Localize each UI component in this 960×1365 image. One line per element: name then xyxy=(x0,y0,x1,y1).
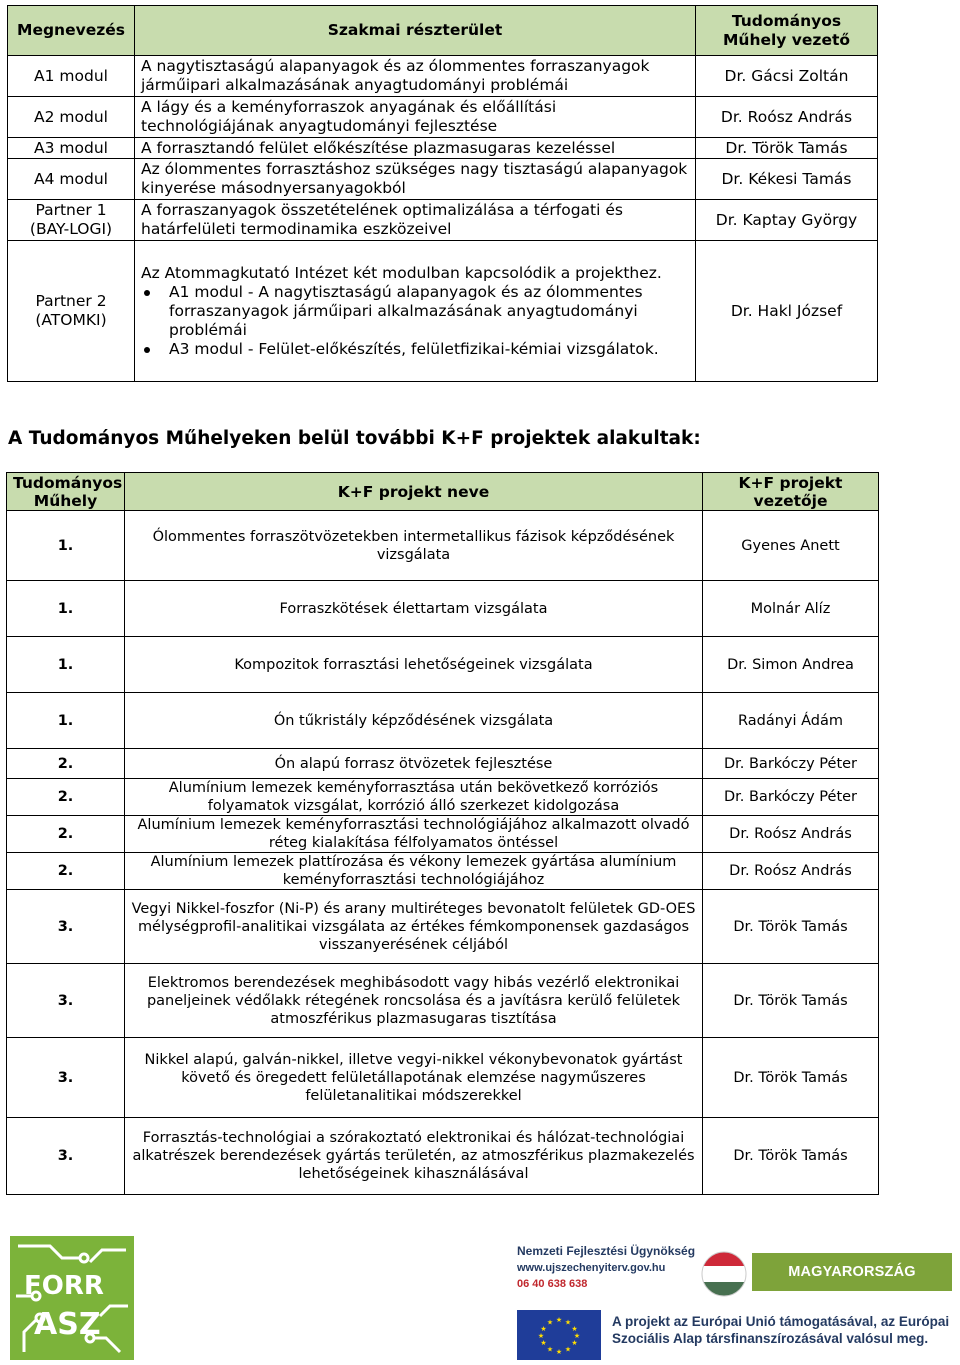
modules-table xyxy=(7,5,878,382)
table-row xyxy=(7,693,879,749)
project-leader: Dr. Roósz András xyxy=(703,816,879,853)
module-leader: Dr. Török Tamás xyxy=(696,138,878,159)
project-leader: Dr. Török Tamás xyxy=(703,964,879,1038)
workshop-number: 2. xyxy=(7,749,125,779)
workshop-number: 2. xyxy=(7,853,125,890)
module-name: Partner 1 (BAY-LOGI) xyxy=(8,200,135,241)
svg-text:★: ★ xyxy=(537,1332,545,1340)
module-leader: Dr. Roósz András xyxy=(696,97,878,138)
svg-text:★: ★ xyxy=(540,1339,547,1347)
agency-name: Nemzeti Fejlesztési Ügynökség xyxy=(517,1244,696,1258)
workshop-number: 1. xyxy=(7,581,125,637)
table-row xyxy=(8,241,878,382)
svg-text:★: ★ xyxy=(540,1325,547,1333)
table-row xyxy=(8,56,878,97)
project-name: Kompozitok forrasztási lehetőségeinek vizsgálata xyxy=(125,637,703,693)
table-row xyxy=(7,511,879,581)
module-area: A forrasztandó felület előkészítése plazmasugaras kezeléssel xyxy=(135,138,696,159)
partner2-bullet-list xyxy=(141,283,689,359)
table-row xyxy=(7,816,879,853)
svg-text:★: ★ xyxy=(546,1345,554,1354)
workshop-number: 1. xyxy=(7,637,125,693)
projects-table xyxy=(6,472,879,1195)
section-heading: A Tudományos Műhelyeken belül további K+F projektek alakultak: xyxy=(8,428,701,449)
agency-info xyxy=(517,1244,695,1290)
table-row xyxy=(7,853,879,890)
svg-text:★: ★ xyxy=(573,1332,581,1340)
list-item: A3 modul - Felület-előkészítés, felületfizikai-kémiai vizsgálatok. xyxy=(141,340,689,359)
project-leader: Gyenes Anett xyxy=(703,511,879,581)
table-row xyxy=(8,200,878,241)
project-leader: Radányi Ádám xyxy=(703,693,879,749)
workshop-number: 2. xyxy=(7,816,125,853)
project-leader: Dr. Simon Andrea xyxy=(703,637,879,693)
table-row xyxy=(7,749,879,779)
project-name: Elektromos berendezések meghibásodott vagy hibás vezérlő elektronikai paneljeinek védőlakk rétegének roncsolása és a javításra kerülő felületek atmoszférikus plazmasugaras tisztítása xyxy=(125,964,703,1038)
module-leader: Dr. Gácsi Zoltán xyxy=(696,56,878,97)
svg-text:★: ★ xyxy=(555,1348,563,1356)
module-name: A4 modul xyxy=(8,159,135,200)
workshop-number: 3. xyxy=(7,890,125,964)
table-row xyxy=(8,97,878,138)
table-row xyxy=(7,890,879,964)
partner2-description xyxy=(135,241,696,382)
project-name: Ón tűkristály képződésének vizsgálata xyxy=(125,693,703,749)
project-leader: Dr. Barkóczy Péter xyxy=(703,749,879,779)
module-leader: Dr. Kaptay György xyxy=(696,200,878,241)
project-leader: Dr. Török Tamás xyxy=(703,1038,879,1118)
table-row xyxy=(7,637,879,693)
svg-text:ASZ: ASZ xyxy=(34,1307,101,1342)
agency-url[interactable]: www.ujszechenyiterv.gov.hu xyxy=(517,1262,666,1274)
project-name: Ón alapú forrasz ötvözetek fejlesztése xyxy=(125,749,703,779)
project-name: Forrasztás-technológiai a szórakoztató elektronikai és hálózat-technológiai alkatrészek berendezések gyártás területén, az atmoszférikus plazmakezelés lehetőségeinek kihasználásával xyxy=(125,1118,703,1195)
module-name: A3 modul xyxy=(8,138,135,159)
table-row xyxy=(7,964,879,1038)
eu-line-2: Szociális Alap társfinanszírozásával valósul meg. xyxy=(612,1331,929,1346)
table-row xyxy=(7,779,879,816)
agency-phone: 06 40 638 638 xyxy=(517,1278,588,1290)
project-leader: Dr. Török Tamás xyxy=(703,1118,879,1195)
header-szakmai-reszterulet: Szakmai részterület xyxy=(135,6,696,56)
eu-funding-note xyxy=(612,1313,949,1347)
magyarorszag-megujul-banner: MAGYARORSZÁG MEGÚJUL xyxy=(752,1253,952,1291)
table-row xyxy=(8,138,878,159)
table-row xyxy=(7,581,879,637)
project-leader: Dr. Roósz András xyxy=(703,853,879,890)
module-area: A nagytisztaságú alapanyagok és az ólommentes forraszanyagok járműipari alkalmazásának anyagtudományi problémái xyxy=(135,56,696,97)
eu-flag-icon xyxy=(517,1310,601,1360)
modules-header-row xyxy=(8,6,878,56)
module-name: A2 modul xyxy=(8,97,135,138)
eu-line-1: A projekt az Európai Unió támogatásával, az Európai xyxy=(612,1314,950,1329)
module-area: Az ólommentes forrasztáshoz szükséges nagy tisztaságú alapanyagok kinyerése másodnyersanyagokból xyxy=(135,159,696,200)
project-name: Forraszkötések élettartam vizsgálata xyxy=(125,581,703,637)
projects-header-row xyxy=(7,473,879,511)
project-leader: Dr. Török Tamás xyxy=(703,890,879,964)
module-leader: Dr. Hakl József xyxy=(696,241,878,382)
table-row xyxy=(8,159,878,200)
project-name: Alumínium lemezek keményforrasztási technológiájához alkalmazott olvadó réteg kialakítása félfolyamatos öntéssel xyxy=(125,816,703,853)
workshop-number: 1. xyxy=(7,693,125,749)
list-item: A1 modul - A nagytisztaságú alapanyagok és az ólommentes forraszanyagok járműipari alkalmazásának anyagtudományi problémái xyxy=(141,283,689,340)
project-name: Vegyi Nikkel-foszfor (Ni-P) és arany multiréteges bevonatolt felületek GD-OES mélységprofil-analitikai vizsgálata az értékes fémkomponensek gazdaságos visszanyerésének céljából xyxy=(125,890,703,964)
svg-text:★: ★ xyxy=(564,1345,572,1354)
project-name: Nikkel alapú, galván-nikkel, illetve vegyi-nikkel vékonybevonatok gyártást követő és öregedett felületállapotának elemzése nagyműszeres felületanalitikai módszerekkel xyxy=(125,1038,703,1118)
svg-text:★: ★ xyxy=(546,1318,554,1327)
forrasz-logo xyxy=(10,1236,134,1360)
svg-text:FORR: FORR xyxy=(24,1271,104,1301)
workshop-number: 2. xyxy=(7,779,125,816)
header-tudomanyos-muhely: Tudományos Műhely xyxy=(7,473,125,511)
circuit-logo-icon xyxy=(10,1236,134,1360)
header-megnevezes: Megnevezés xyxy=(8,6,135,56)
module-area: A forraszanyagok összetételének optimalizálása a térfogati és határfelületi termodinamika eszközeivel xyxy=(135,200,696,241)
header-muhely-vezeto: Tudományos Műhely vezető xyxy=(696,6,878,56)
hungarian-flag-icon xyxy=(700,1250,748,1298)
header-projekt-vezetoje: K+F projekt vezetője xyxy=(703,473,879,511)
project-name: Alumínium lemezek keményforrasztása után bekövetkező korróziós folyamatok vizsgálat, korrózió álló szerkezet kidolgozása xyxy=(125,779,703,816)
workshop-number: 1. xyxy=(7,511,125,581)
workshop-number: 3. xyxy=(7,1038,125,1118)
project-leader: Molnár Alíz xyxy=(703,581,879,637)
project-name: Alumínium lemezek plattírozása és vékony lemezek gyártása alumínium keményforrasztási technológiájához xyxy=(125,853,703,890)
module-name: Partner 2 (ATOMKI) xyxy=(8,241,135,382)
workshop-number: 3. xyxy=(7,1118,125,1195)
svg-text:★: ★ xyxy=(571,1325,578,1333)
project-leader: Dr. Barkóczy Péter xyxy=(703,779,879,816)
svg-text:★: ★ xyxy=(571,1339,578,1347)
partner2-intro: Az Atommagkutató Intézet két modulban kapcsolódik a projekthez. xyxy=(141,263,662,282)
header-projekt-neve: K+F projekt neve xyxy=(125,473,703,511)
svg-text:★: ★ xyxy=(555,1316,563,1324)
svg-text:★: ★ xyxy=(564,1318,572,1327)
module-leader: Dr. Kékesi Tamás xyxy=(696,159,878,200)
project-name: Ólommentes forraszötvözetekben intermetallikus fázisok képződésének vizsgálata xyxy=(125,511,703,581)
module-name: A1 modul xyxy=(8,56,135,97)
module-area: A lágy és a keményforraszok anyagának és előállítási technológiájának anyagtudományi fejlesztése xyxy=(135,97,696,138)
table-row xyxy=(7,1118,879,1195)
table-row xyxy=(7,1038,879,1118)
workshop-number: 3. xyxy=(7,964,125,1038)
